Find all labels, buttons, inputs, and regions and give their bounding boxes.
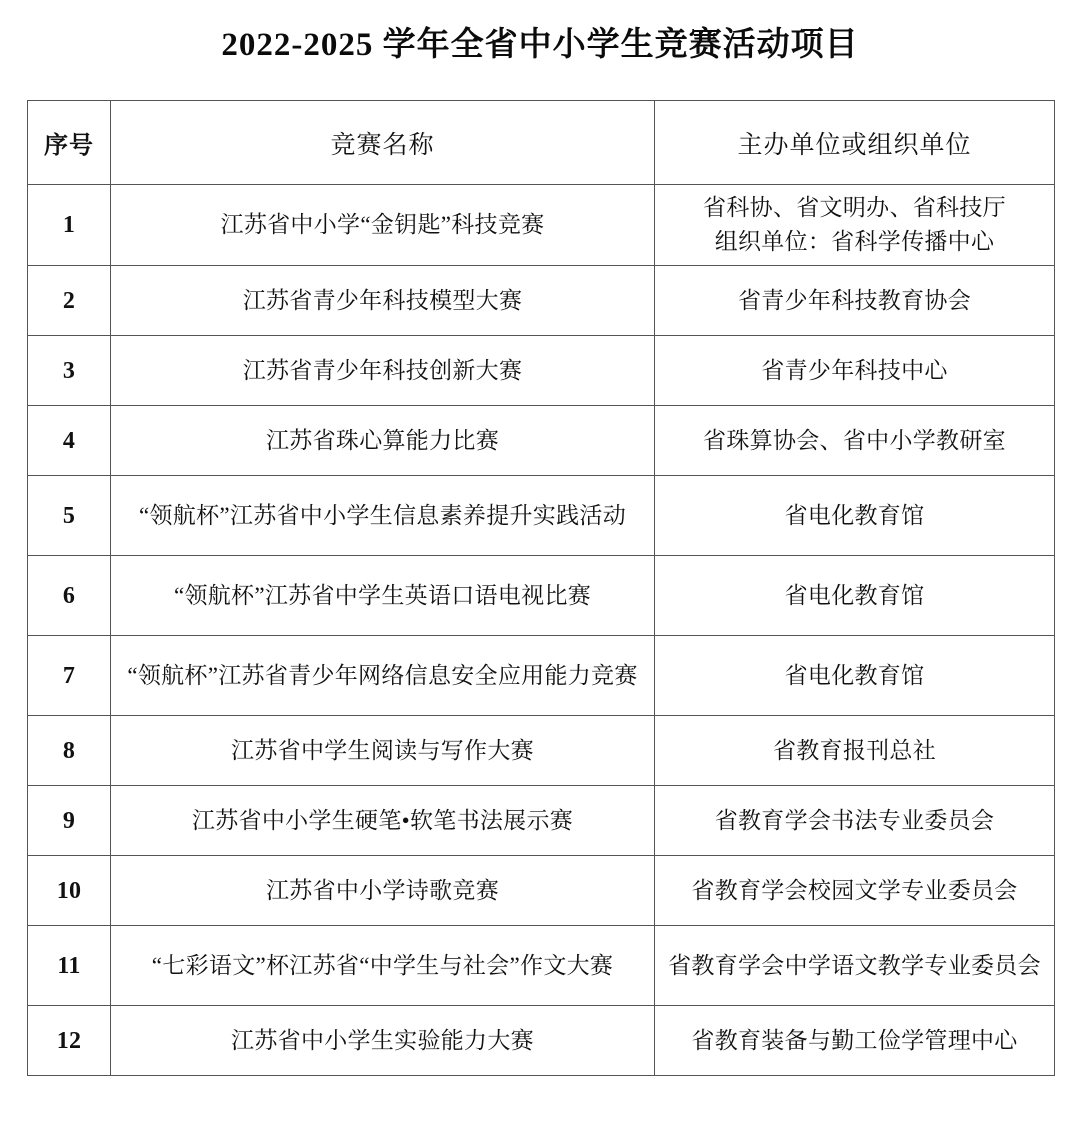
cell-organizer: 省青少年科技教育协会	[655, 266, 1055, 336]
cell-organizer: 省教育学会校园文学专业委员会	[655, 856, 1055, 926]
cell-competition-name: 江苏省青少年科技模型大赛	[111, 266, 655, 336]
cell-competition-name: 江苏省青少年科技创新大赛	[111, 336, 655, 406]
cell-index: 8	[28, 716, 111, 786]
table-row	[28, 716, 1055, 786]
cell-organizer: 省电化教育馆	[655, 636, 1055, 716]
column-header-organizer: 主办单位或组织单位	[655, 101, 1055, 185]
cell-competition-name: 江苏省中小学生硬笔•软笔书法展示赛	[111, 786, 655, 856]
cell-organizer: 省珠算协会、省中小学教研室	[655, 406, 1055, 476]
competition-table-container	[27, 100, 1054, 1076]
cell-competition-name: 江苏省珠心算能力比赛	[111, 406, 655, 476]
cell-organizer: 省电化教育馆	[655, 556, 1055, 636]
table-body	[28, 185, 1055, 1076]
cell-index: 10	[28, 856, 111, 926]
table-row	[28, 636, 1055, 716]
table-header-row	[28, 101, 1055, 185]
column-header-competition-name: 竞赛名称	[111, 101, 655, 185]
cell-organizer: 省教育报刊总社	[655, 716, 1055, 786]
cell-index: 6	[28, 556, 111, 636]
cell-competition-name: 江苏省中小学“金钥匙”科技竞赛	[111, 185, 655, 266]
table-row	[28, 476, 1055, 556]
table-row	[28, 406, 1055, 476]
cell-index: 5	[28, 476, 111, 556]
cell-competition-name: 江苏省中学生阅读与写作大赛	[111, 716, 655, 786]
table-row	[28, 336, 1055, 406]
cell-organizer: 省教育学会中学语文教学专业委员会	[655, 926, 1055, 1006]
cell-index: 1	[28, 185, 111, 266]
cell-index: 11	[28, 926, 111, 1006]
cell-organizer: 省青少年科技中心	[655, 336, 1055, 406]
cell-competition-name: “领航杯”江苏省中学生英语口语电视比赛	[111, 556, 655, 636]
cell-organizer: 省电化教育馆	[655, 476, 1055, 556]
table-row	[28, 786, 1055, 856]
cell-organizer	[655, 185, 1055, 266]
table-row	[28, 926, 1055, 1006]
cell-competition-name: “领航杯”江苏省中小学生信息素养提升实践活动	[111, 476, 655, 556]
cell-index: 4	[28, 406, 111, 476]
competition-table	[27, 100, 1055, 1076]
table-row	[28, 856, 1055, 926]
cell-index: 7	[28, 636, 111, 716]
table-row	[28, 266, 1055, 336]
organizer-line: 省科协、省文明办、省科技厅	[703, 195, 1006, 220]
organizer-line: 组织单位：省科学传播中心	[714, 229, 995, 254]
table-header	[28, 101, 1055, 185]
cell-organizer: 省教育学会书法专业委员会	[655, 786, 1055, 856]
cell-competition-name: 江苏省中小学诗歌竞赛	[111, 856, 655, 926]
table-row	[28, 556, 1055, 636]
cell-organizer: 省教育装备与勤工俭学管理中心	[655, 1006, 1055, 1076]
cell-competition-name: 江苏省中小学生实验能力大赛	[111, 1006, 655, 1076]
table-row	[28, 185, 1055, 266]
cell-competition-name: “领航杯”江苏省青少年网络信息安全应用能力竞赛	[111, 636, 655, 716]
cell-index: 9	[28, 786, 111, 856]
cell-index: 3	[28, 336, 111, 406]
cell-competition-name: “七彩语文”杯江苏省“中学生与社会”作文大赛	[111, 926, 655, 1006]
column-header-index: 序号	[28, 101, 111, 185]
table-row	[28, 1006, 1055, 1076]
cell-index: 2	[28, 266, 111, 336]
page-title: 2022-2025 学年全省中小学生竞赛活动项目	[221, 27, 859, 63]
cell-index: 12	[28, 1006, 111, 1076]
